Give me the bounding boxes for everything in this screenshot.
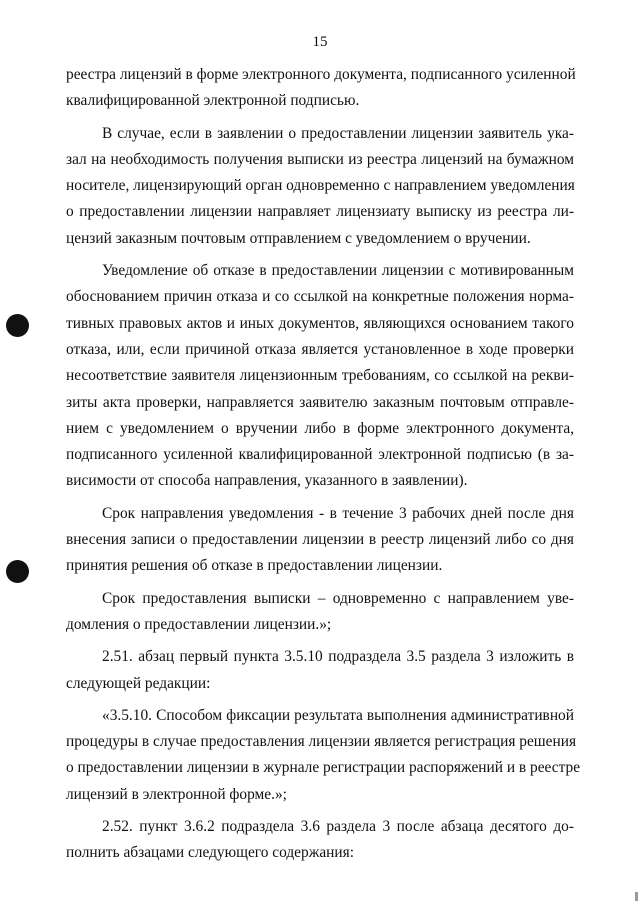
text-line: «3.5.10. Способом фиксации результата выполнения административной	[102, 706, 574, 724]
text-line: зиты акта проверки, направляется заявителю заказным почтовым отправле-	[66, 393, 574, 411]
punch-hole-mark	[6, 560, 29, 583]
text-line: несоответствие заявителя лицензионным требованиям, со ссылкой на рекви-	[66, 367, 574, 385]
paragraph-notice-deadline	[66, 501, 574, 580]
paragraph-item-2-52	[66, 814, 574, 867]
text-line: висимости от способа направления, указанного в заявлении).	[66, 472, 468, 490]
paragraph-paper-extract	[66, 121, 574, 252]
paragraph-clause-3-5-10	[66, 703, 581, 808]
text-line: внесения записи о предоставлении лицензии в реестр лицензий либо со дня	[66, 531, 574, 549]
text-line: зал на необходимость получения выписки из реестра лицензий на бумажном	[66, 150, 574, 168]
text-line: обоснованием причин отказа и со ссылкой на конкретные положения норма-	[66, 288, 574, 306]
text-line: квалифицированной электронной подписью.	[66, 92, 360, 110]
text-line: нием с уведомлением о вручении либо в форме электронного документа,	[66, 419, 574, 437]
text-line: следующей редакции:	[66, 674, 211, 692]
text-line: тивных правовых актов и иных документов, являющихся основанием такого	[66, 314, 574, 332]
punch-hole-mark	[6, 314, 29, 337]
text-line: цензий заказным почтовым отправлением с уведомлением о вручении.	[66, 229, 531, 247]
text-line: 2.52. пункт 3.6.2 подраздела 3.6 раздела 3 после абзаца десятого до-	[102, 818, 574, 836]
text-line: В случае, если в заявлении о предоставлении лицензии заявитель ука-	[102, 124, 574, 142]
paragraph-item-2-51	[66, 644, 574, 697]
text-line: о предоставлении лицензии направляет лицензиату выписку из реестра ли-	[66, 203, 574, 221]
text-line: принятия решения об отказе в предоставлении лицензии.	[66, 557, 443, 575]
text-line: домления о предоставлении лицензии.»;	[66, 615, 332, 633]
text-line: о предоставлении лицензии в журнале регистрации распоряжений и в реестре	[66, 759, 581, 777]
text-line: Срок направления уведомления - в течение 3 рабочих дней после дня	[102, 504, 574, 522]
text-line: 2.51. абзац первый пункта 3.5.10 подраздела 3.5 раздела 3 изложить в	[102, 648, 574, 666]
text-line: носителе, лицензирующий орган одновременно с направлением уведомления	[66, 177, 575, 195]
text-line: полнить абзацами следующего содержания:	[66, 844, 354, 862]
document-body	[66, 62, 581, 867]
text-line: процедуры в случае предоставления лицензии является регистрация решения	[66, 733, 577, 751]
text-line: реестра лицензий в форме электронного документа, подписанного усиленной	[66, 66, 576, 83]
text-line: Уведомление об отказе в предоставлении лицензии с мотивированным	[102, 262, 574, 280]
text-line: отказа, или, если причиной отказа является установленное в ходе проверки	[66, 340, 574, 358]
scan-edge-mark	[635, 892, 638, 901]
text-line: Срок предоставления выписки – одновременно с направлением уве-	[102, 589, 574, 607]
page-number: 15	[312, 34, 328, 50]
text-line: лицензий в электронной форме.»;	[66, 785, 287, 803]
paragraph-refusal-notice	[66, 258, 574, 495]
paragraph-register-continuation	[66, 62, 574, 115]
paragraph-extract-deadline	[66, 586, 574, 639]
text-line: подписанного усиленной квалифицированной электронной подписью (в за-	[66, 446, 574, 464]
